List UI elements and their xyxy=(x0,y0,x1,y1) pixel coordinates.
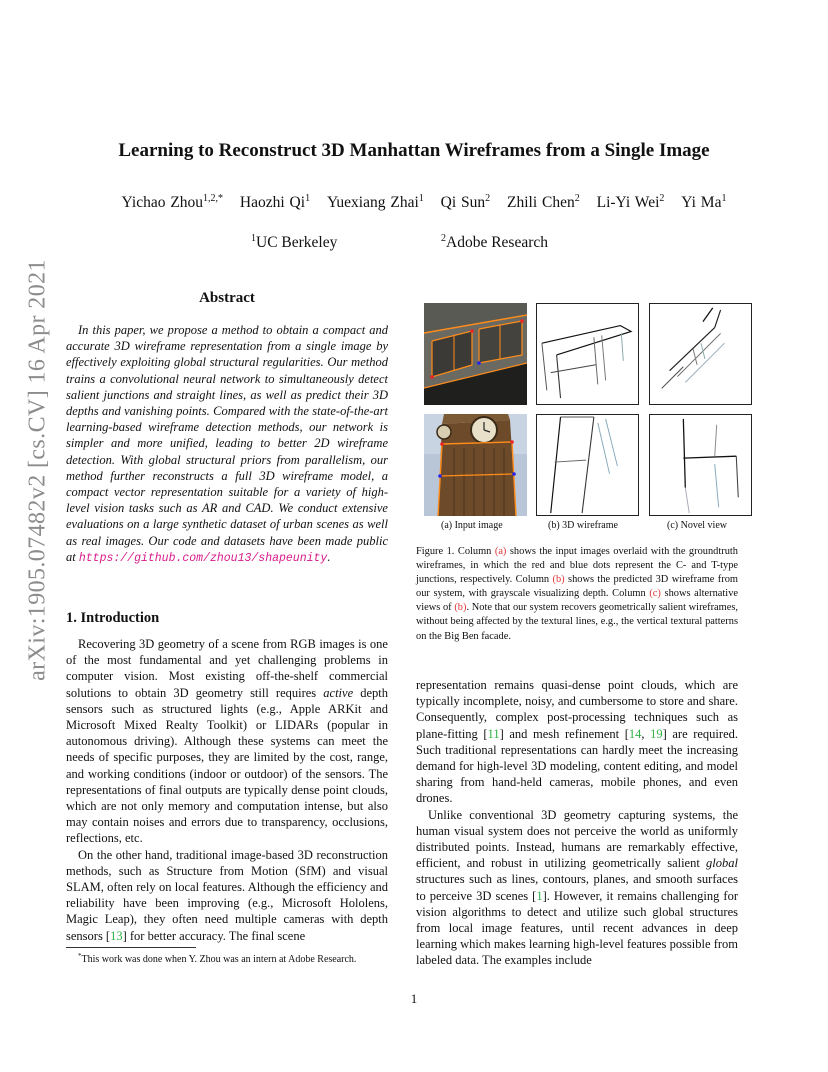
paragraph: Unlike conventional 3D geometry capturing systems, the human visual system does not perceive the world as uniformly distributed points. Instead, humans are remarkably effective, efficient, and robust in utilizing geometrically salient global structures such as lines, contours, planes, and smooth surfaces to perceive 3D scenes [1]. However, it remains challenging for vision algorithms to detect and utilize such global structures from local image features, until recent advances in deep learning which makes learning high-level features possible from labeled data. The examples include xyxy=(416,807,738,968)
citation-link[interactable]: 1 xyxy=(536,888,543,903)
figure-label: (c) Novel view xyxy=(667,520,727,531)
figure-3d-wireframe-street xyxy=(536,303,639,405)
figure-3d-wireframe-bigben xyxy=(536,414,639,516)
figure-label: (a) Input image xyxy=(441,520,503,531)
author: Zhili Chen$^2$ xyxy=(507,193,580,211)
figure-caption: Figure 1. Column (a) shows the input images overlaid with the groundtruth wireframes, in which the red and blue dots represent the C- and T-type junctions, respectively. Column (b) shows the predicted 3D wireframe from our system, with grayscale visualizing depth. Column (c) shows alternative views of (b). Note that our system recovers geometrically salient wireframes, without being affected by the textural lines, e.g., the vertical textural patterns on the Big Ben facade. xyxy=(416,546,739,642)
author: Yichao Zhou$^{1,2,*}$ xyxy=(121,193,224,211)
footnote: *This work was done when Y. Zhou was an intern at Adobe Research. xyxy=(78,952,357,965)
figure-input-image-bigben xyxy=(424,414,527,516)
figure-novel-view-street xyxy=(649,303,752,405)
citation-link[interactable]: 11 xyxy=(487,726,500,741)
subfigure-ref-link[interactable]: (c) xyxy=(649,588,661,600)
footnote-rule xyxy=(66,947,196,948)
abstract-body: In this paper, we propose a method to obtain a compact and accurate 3D wireframe representation from a single image by effectively exploiting global structural regularities. Our method trains a convolutional neural network to simultaneously detect salient junctions and straight lines, as well as predict their 3D depths and vanishing points. Compared with the state-of-the-art learning-based wireframe detection methods, our network is simpler and more unified, leading to better 2D wireframe detection. With global structural priors from parallelism, our method further reconstructs a full 3D wireframe model, a compact vector representation suitable for a variety of high-level vision tasks such as AR and CAD. We conduct extensive evaluations on a large synthetic dataset of urban scenes as well as real images. Our code and datasets have been made public at https://github.com/zhou13/shapeunity. xyxy=(66,323,388,565)
subfigure-ref-link[interactable]: (b) xyxy=(552,574,565,586)
author: Li-Yi Wei$^2$ xyxy=(596,193,665,211)
author: Qi Sun$^2$ xyxy=(440,193,491,211)
paragraph: Recovering 3D geometry of a scene from RGB images is one of the most fundamental and yet challenging problems in computer vision. Most existing off-the-shelf commercial solutions to obtain 3D geometry still requires active depth sensors such as structured lights (e.g., Apple ARKit and Microsoft Mixed Realty Toolkit) or LIDARs (popular in autonomous driving). Although these systems can meet the needs of specific purposes, they are limited by the cost, range, and working conditions (indoor or outdoor) of the sensors. The representations of final outputs are typically dense point clouds, which are not only memory and computation intense, but also may contain noises and errors due to transparency, occlusions, reflections, etc. xyxy=(66,637,388,846)
page-number: 1 xyxy=(410,991,418,1006)
abstract-heading: Abstract xyxy=(199,290,255,306)
paper-title: Learning to Reconstruct 3D Manhattan Wireframes from a Single Image xyxy=(118,140,710,161)
figure-novel-view-bigben xyxy=(649,414,752,516)
figure-label: (b) 3D wireframe xyxy=(548,520,618,531)
citation-link[interactable]: 14 xyxy=(628,726,642,741)
author: Yuexiang Zhai$^1$ xyxy=(326,193,424,211)
section-heading: 1. Introduction xyxy=(66,610,160,626)
paragraph: On the other hand, traditional image-based 3D reconstruction methods, such as Structure from Motion (SfM) and visual SLAM, often rely on local features. Although the efficiency and reliability have been improving (e.g., Microsoft Hololens, Magic Leap), they often need multiple cameras with depth sensors [13] for better accuracy. The final scene xyxy=(66,847,388,943)
figure-input-image-street xyxy=(424,303,527,405)
arxiv-stamp-text: arXiv:1905.07482v2 [cs.CV] 16 Apr 2021 xyxy=(24,259,51,681)
author: Yi Ma$^1$ xyxy=(681,193,727,211)
arxiv-stamp xyxy=(20,259,56,681)
citation-link[interactable]: 19 xyxy=(650,726,663,741)
citation-link[interactable]: 13 xyxy=(110,928,123,943)
intro-body xyxy=(66,636,388,944)
affiliation: $^1$UC Berkeley xyxy=(251,233,338,251)
subfigure-ref-link[interactable]: (a) xyxy=(494,546,507,557)
subfigure-ref-link[interactable]: (b) xyxy=(454,602,467,614)
paragraph: representation remains quasi-dense point clouds, which are typically incomplete, noisy, and cumbersome to store and share. Consequently, complex post-processing techniques such as plane-fitting [11] and mesh refinement [14, 19] are required. Such traditional representations can hardly meet the increasing demand for high-level 3D modeling, content editing, and model sharing from hand-held cameras, mobile phones, and even drones. xyxy=(416,678,738,806)
affiliation: $^2$Adobe Research xyxy=(441,233,548,251)
author-list xyxy=(0,193,828,212)
code-link[interactable]: https://github.com/zhou13/shapeunity xyxy=(78,551,328,565)
right-column-body xyxy=(416,677,738,969)
author: Haozhi Qi$^1$ xyxy=(239,193,311,211)
